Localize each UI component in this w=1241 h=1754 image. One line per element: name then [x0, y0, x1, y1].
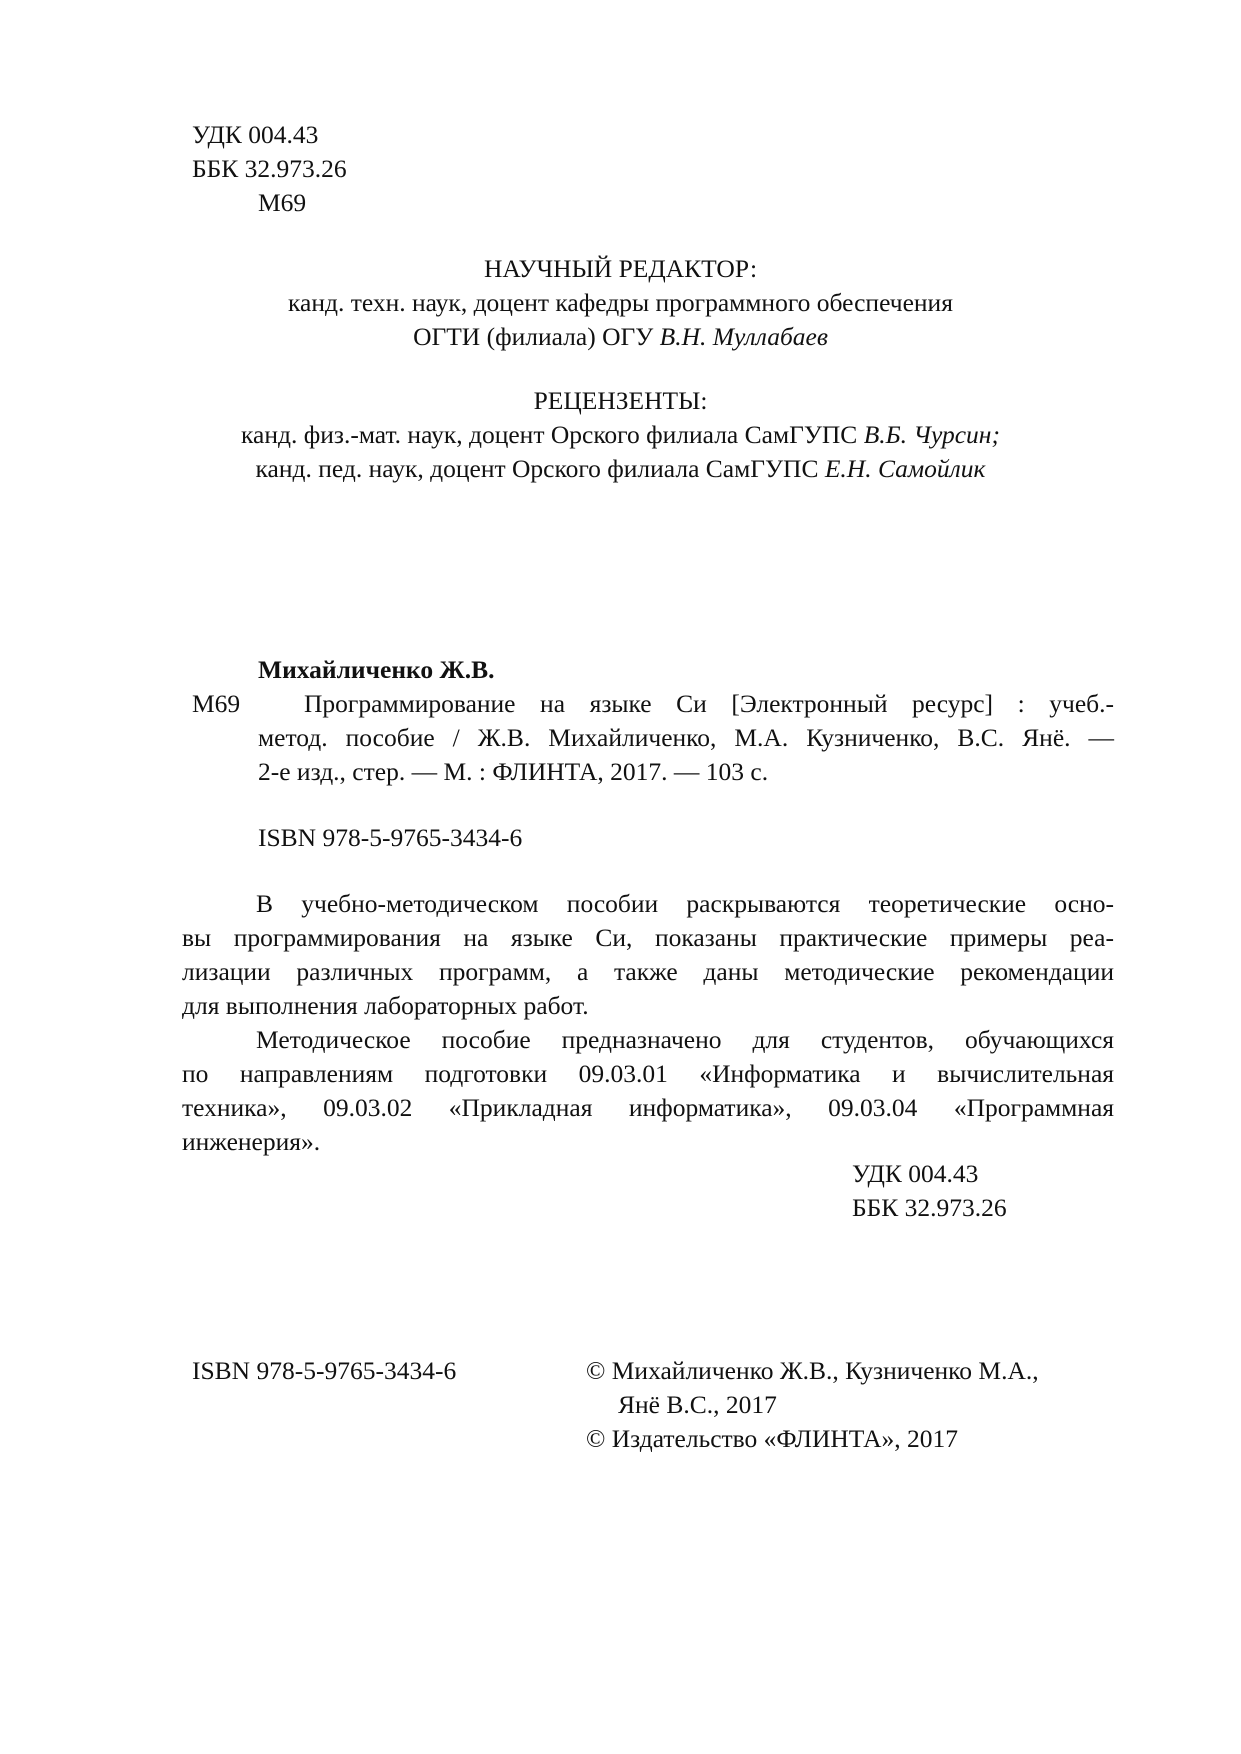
- editor-line1: канд. техн. наук, доцент кафедры программного обеспечения: [288, 288, 953, 317]
- copyright-line-3: © Издательство «ФЛИНТА», 2017: [586, 1424, 959, 1453]
- reviewers-heading: РЕЦЕНЗЕНТЫ:: [533, 386, 708, 415]
- annotation-p1-line: для выполнения лабораторных работ.: [182, 991, 589, 1020]
- author-sign: М69: [192, 689, 241, 718]
- annotation-paragraph-1: [182, 887, 1114, 1023]
- annotation-p1-line: вы программирования на языке Си, показаны практические примеры реа-: [182, 923, 1114, 952]
- udk-top: УДК 004.43: [192, 120, 319, 149]
- description-line-1: Программирование на языке Си [Электронный ресурс] : учеб.-: [304, 689, 1114, 718]
- annotation-p2-line: инженерия».: [182, 1127, 321, 1156]
- reviewer-1-affiliation: канд. физ.-мат. наук, доцент Орского филиала СамГУПС: [241, 420, 864, 449]
- annotation-paragraph-2: [182, 1023, 1114, 1159]
- author-sign-top: М69: [258, 188, 307, 217]
- author-heading: Михайличенко Ж.В.: [258, 655, 495, 684]
- editor-name: В.Н. Муллабаев: [659, 322, 828, 351]
- description-line-2: метод. пособие / Ж.В. Михайличенко, М.А. Кузниченко, В.С. Янё. —: [258, 723, 1114, 752]
- annotation-p1-line: лизации различных программ, а также даны методические рекомендации: [182, 957, 1114, 986]
- copyright-line-1: © Михайличенко Ж.В., Кузниченко М.А.,: [586, 1356, 1039, 1385]
- isbn-footer: ISBN 978-5-9765-3434-6: [192, 1356, 457, 1385]
- reviewer-2-affiliation: канд. пед. наук, доцент Орского филиала СамГУПС: [255, 454, 825, 483]
- bbk-bottom: ББК 32.973.26: [852, 1193, 1007, 1222]
- editor-heading: НАУЧНЫЙ РЕДАКТОР:: [483, 254, 758, 283]
- reviewer-1: [0, 418, 1241, 452]
- bbk-top: ББК 32.973.26: [192, 154, 347, 183]
- isbn-record: ISBN 978-5-9765-3434-6: [258, 823, 523, 852]
- editor-affiliation: ОГТИ (филиала) ОГУ: [413, 322, 660, 351]
- annotation-p2-line: по направлениям подготовки 09.03.01 «Информатика и вычислительная: [182, 1059, 1114, 1088]
- annotation-p2-line: Методическое пособие предназначено для студентов, обучающихся: [256, 1025, 1114, 1054]
- description-line-3: 2-е изд., стер. — М. : ФЛИНТА, 2017. — 103 с.: [258, 757, 769, 786]
- copyright-line-2: Янё В.С., 2017: [618, 1390, 777, 1419]
- annotation-p2-line: техника», 09.03.02 «Прикладная информатика», 09.03.04 «Программная: [182, 1093, 1114, 1122]
- udk-bottom: УДК 004.43: [852, 1159, 979, 1188]
- reviewer-2: [0, 452, 1241, 486]
- reviewer-1-name: В.Б. Чурсин;: [863, 420, 1000, 449]
- editor-line2: [0, 320, 1241, 354]
- annotation-p1-line: В учебно-методическом пособии раскрываются теоретические осно-: [256, 889, 1114, 918]
- reviewer-2-name: Е.Н. Самойлик: [824, 454, 986, 483]
